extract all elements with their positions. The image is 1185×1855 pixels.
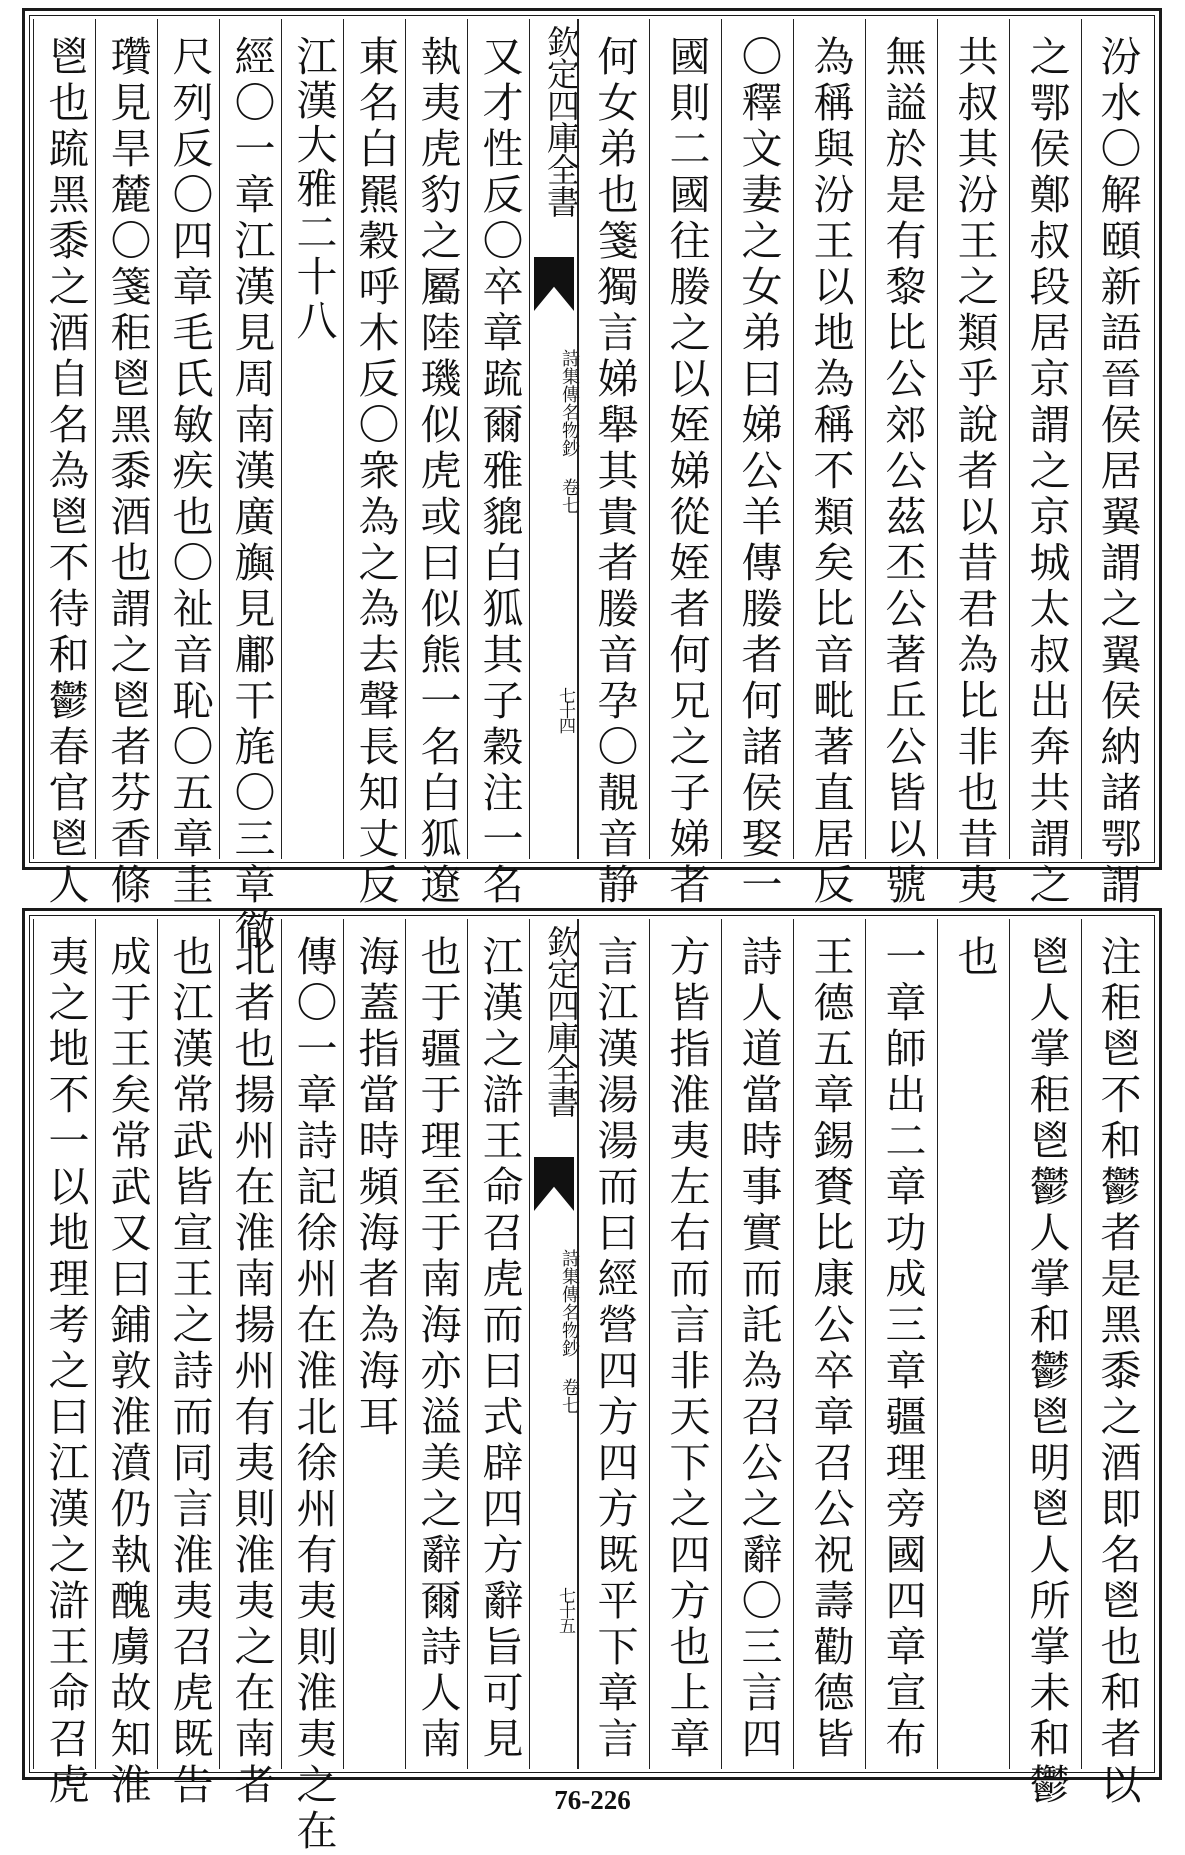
- text-column: 汾水〇解頤新語晉侯居翼謂之翼侯納諸鄂謂: [1081, 19, 1152, 859]
- center-fold-column: [529, 19, 579, 859]
- volume-label: 詩集傳名物鈔 卷七: [559, 1249, 580, 1414]
- text-column: 海蓋指當時頻海者為海耳: [343, 919, 406, 1769]
- text-column: 〇釋文妻之女弟曰娣公羊傳媵者何諸侯娶一: [721, 19, 794, 859]
- text-column: 王德五章錫賚比康公卒章召公祝壽勸德皆: [793, 919, 866, 1769]
- text-column: 瓚見旱麓〇箋秬鬯黑黍酒也謂之鬯者芬香條: [95, 19, 158, 859]
- book-title: 欽定四庫全書: [542, 925, 581, 1117]
- text-column: 成于王矣常武又曰鋪敦淮濆仍執醜虜故知淮: [95, 919, 158, 1769]
- text-column: 又才性反〇卒章䟽爾雅貔白狐其子穀注一名: [467, 19, 530, 859]
- text-column: 夷之地不一以地理考之曰江漢之滸王命召虎: [33, 919, 96, 1769]
- text-column: 東名白羆穀呼木反〇衆為之為去聲長知丈反: [343, 19, 406, 859]
- fishtail-mark-icon: [534, 1157, 574, 1211]
- page-number: 76-226: [554, 1785, 631, 1815]
- text-column: 鬯也䟽黑黍之酒自名為鬯不待和鬱春官鬯人: [33, 19, 96, 859]
- text-column: 傳〇一章詩記徐州在淮北徐州有夷則淮夷之在: [281, 919, 344, 1769]
- text-column: 詩人道當時事實而託為召公之辭〇三言四: [721, 919, 794, 1769]
- folio-number: 七十五: [555, 1587, 575, 1632]
- text-column: 之鄂侯鄭叔段居京謂之京城太叔出奔共謂之: [1009, 19, 1082, 859]
- fishtail-mark-icon: [534, 257, 574, 311]
- text-column: 也江漢常武皆宣王之詩而同言淮夷召虎既告: [157, 919, 220, 1769]
- text-column: 國則二國往媵之以姪娣從姪者何兄之子娣者: [649, 19, 722, 859]
- book-title: 欽定四庫全書: [542, 25, 581, 217]
- text-column: 為稱與汾王以地為稱不類矣比音毗著直居反: [793, 19, 866, 859]
- text-column: 一章師出二章功成三章疆理旁國四章宣布: [865, 919, 938, 1769]
- volume-label: 詩集傳名物鈔 卷七: [559, 349, 580, 514]
- text-column: 共叔其汾王之類乎說者以昔君為比非也昔夷: [937, 19, 1010, 859]
- text-column: 也: [937, 919, 1010, 1769]
- text-column: 方皆指淮夷左右而言非天下之四方也上章: [649, 919, 722, 1769]
- center-fold-column: [529, 919, 579, 1769]
- text-column: 言江漢湯湯而曰經營四方四方既平下章言: [577, 919, 650, 1769]
- text-column: 何女弟也箋獨言娣舉其貴者媵音孕〇靚音静: [577, 19, 650, 859]
- page-top-text-area: [33, 19, 1151, 955]
- folio-number: 七十四: [555, 687, 575, 732]
- text-column: 江漢之滸王命召虎而曰式辟四方辭旨可見: [467, 919, 530, 1769]
- text-column: 無謚於是有黎比公郊公茲丕公著丘公皆以號: [865, 19, 938, 859]
- text-column: 經〇一章江漢見周南漢廣旟見鄘干旄〇三章徹: [219, 19, 282, 859]
- section-title-column: 江漢大雅二十八: [281, 19, 344, 859]
- text-column: 北者也揚州在淮南揚州有夷則淮夷之在南者: [219, 919, 282, 1769]
- text-column: 也于疆于理至于南海亦溢美之辭爾詩人南: [405, 919, 468, 1769]
- text-column: 鬯人掌秬鬯鬱人掌和鬱鬯明鬯人所掌未和鬱: [1009, 919, 1082, 1769]
- text-column: 注秬鬯不和鬱者是黑黍之酒即名鬯也和者以: [1081, 919, 1152, 1769]
- text-column: 尺列反〇四章毛氏敏疾也〇祉音恥〇五章圭: [157, 19, 220, 859]
- page-top: [22, 8, 1162, 955]
- text-column: 執夷虎豹之屬陸璣似虎或曰似熊一名白狐遼: [405, 19, 468, 859]
